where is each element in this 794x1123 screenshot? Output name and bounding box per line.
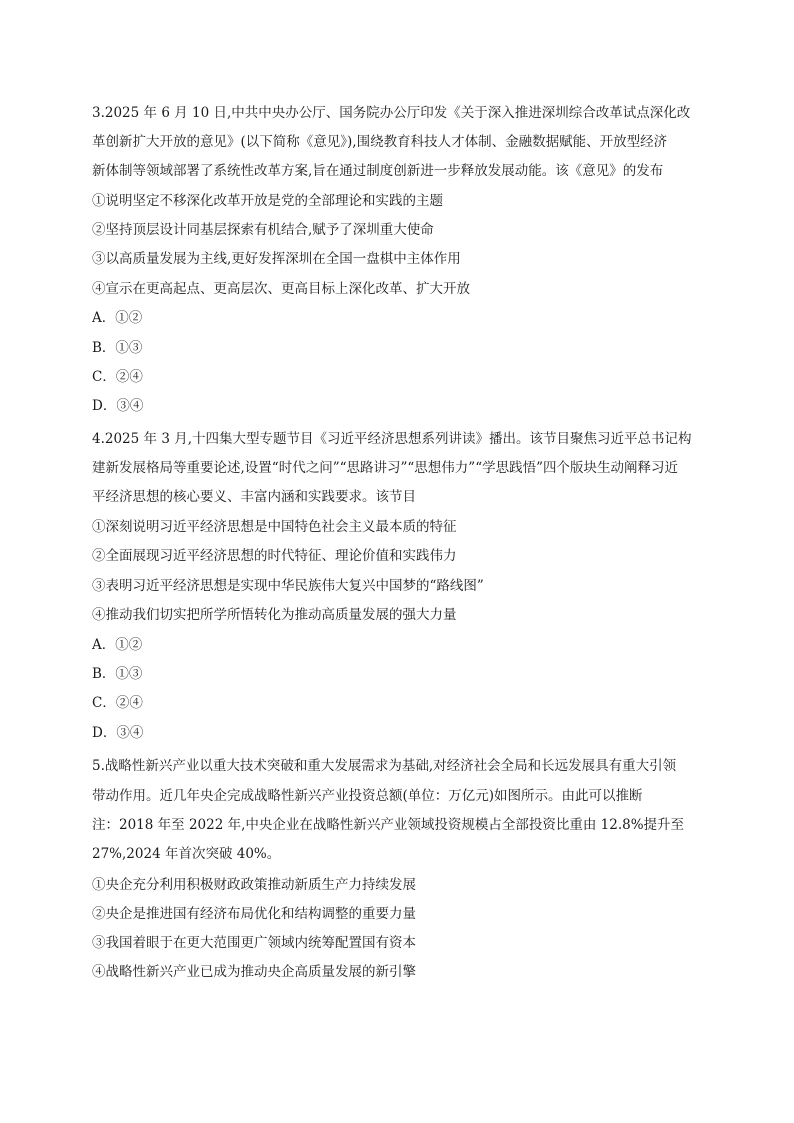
q3-statement-2: ②坚持顶层设计同基层探索有机结合,赋予了深圳重大使命 — [92, 222, 434, 238]
q4-stem-line-1: 4.2025 年 3 月,十四集大型专题节目《习近平经济思想系列讲读》播出。该节目聚焦习近平总书记构 — [92, 431, 692, 447]
q4-option-d: D．③④ — [92, 725, 144, 741]
q5-statement-4: ④战略性新兴产业已成为推动央企高质量发展的新引擎 — [92, 964, 416, 980]
q4-statement-4: ④推动我们切实把所学所悟转化为推动高质量发展的强大力量 — [92, 607, 457, 623]
q4-statement-2: ②全面展现习近平经济思想的时代特征、理论价值和实践伟力 — [92, 548, 457, 564]
q3-stem-line-3: 新体制等领域部署了系统性改革方案,旨在通过制度创新进一步释放发展动能。该《意见》的发布 — [92, 163, 664, 179]
q3-option-b: B．①③ — [92, 340, 143, 356]
q3-statement-1: ①说明坚定不移深化改革开放是党的全部理论和实践的主题 — [92, 193, 443, 209]
q3-stem-line-1: 3.2025 年 6 月 10 日,中共中央办公厅、国务院办公厅印发《关于深入推进深圳综合改革试点深化改 — [92, 105, 691, 121]
q5-stem-line-2: 带动作用。近几年央企完成战略性新兴产业投资总额(单位：万亿元)如图所示。由此可以推断 — [92, 788, 643, 804]
q4-option-c: C．②④ — [92, 695, 143, 711]
q3-option-d: D．③④ — [92, 398, 144, 414]
q3-option-a: A．①② — [92, 310, 143, 326]
q4-stem-line-3: 平经济思想的核心要义、丰富内涵和实践要求。该节目 — [92, 489, 416, 505]
q4-statement-1: ①深刻说明习近平经济思想是中国特色社会主义最本质的特征 — [92, 519, 457, 535]
q5-note-line-2: 27%,2024 年首次突破 40%。 — [92, 846, 281, 862]
q4-statement-3: ③表明习近平经济思想是实现中华民族伟大复兴中国梦的“路线图” — [92, 578, 484, 594]
q3-option-c: C．②④ — [92, 369, 143, 385]
q5-statement-1: ①央企充分利用积极财政政策推动新质生产力持续发展 — [92, 877, 416, 893]
q4-option-a: A．①② — [92, 637, 143, 653]
q4-stem-line-2: 建新发展格局等重要论述,设置“时代之问”“思路讲习”“思想伟力”“学思践悟”四个版块生动阐释习近 — [92, 460, 679, 476]
q5-statement-2: ②央企是推进国有经济布局优化和结构调整的重要力量 — [92, 906, 416, 922]
q3-statement-3: ③以高质量发展为主线,更好发挥深圳在全国一盘棋中主体作用 — [92, 251, 461, 267]
q5-stem-line-1: 5.战略性新兴产业以重大技术突破和重大发展需求为基础,对经济社会全局和长远发展具有重大引领 — [92, 758, 677, 774]
q5-note-line-1: 注：2018 年至 2022 年,中央企业在战略性新兴产业领域投资规模占全部投资比重由 12.8%提升至 — [92, 817, 685, 833]
q3-statement-4: ④宣示在更高起点、更高层次、更高目标上深化改革、扩大开放 — [92, 281, 470, 297]
q3-stem-line-2: 革创新扩大开放的意见》(以下简称《意见》),围绕教育科技人才体制、金融数据赋能、开放型经济 — [92, 134, 668, 150]
q4-option-b: B．①③ — [92, 666, 143, 682]
q5-statement-3: ③我国着眼于在更大范围更广领域内统筹配置国有资本 — [92, 935, 416, 951]
